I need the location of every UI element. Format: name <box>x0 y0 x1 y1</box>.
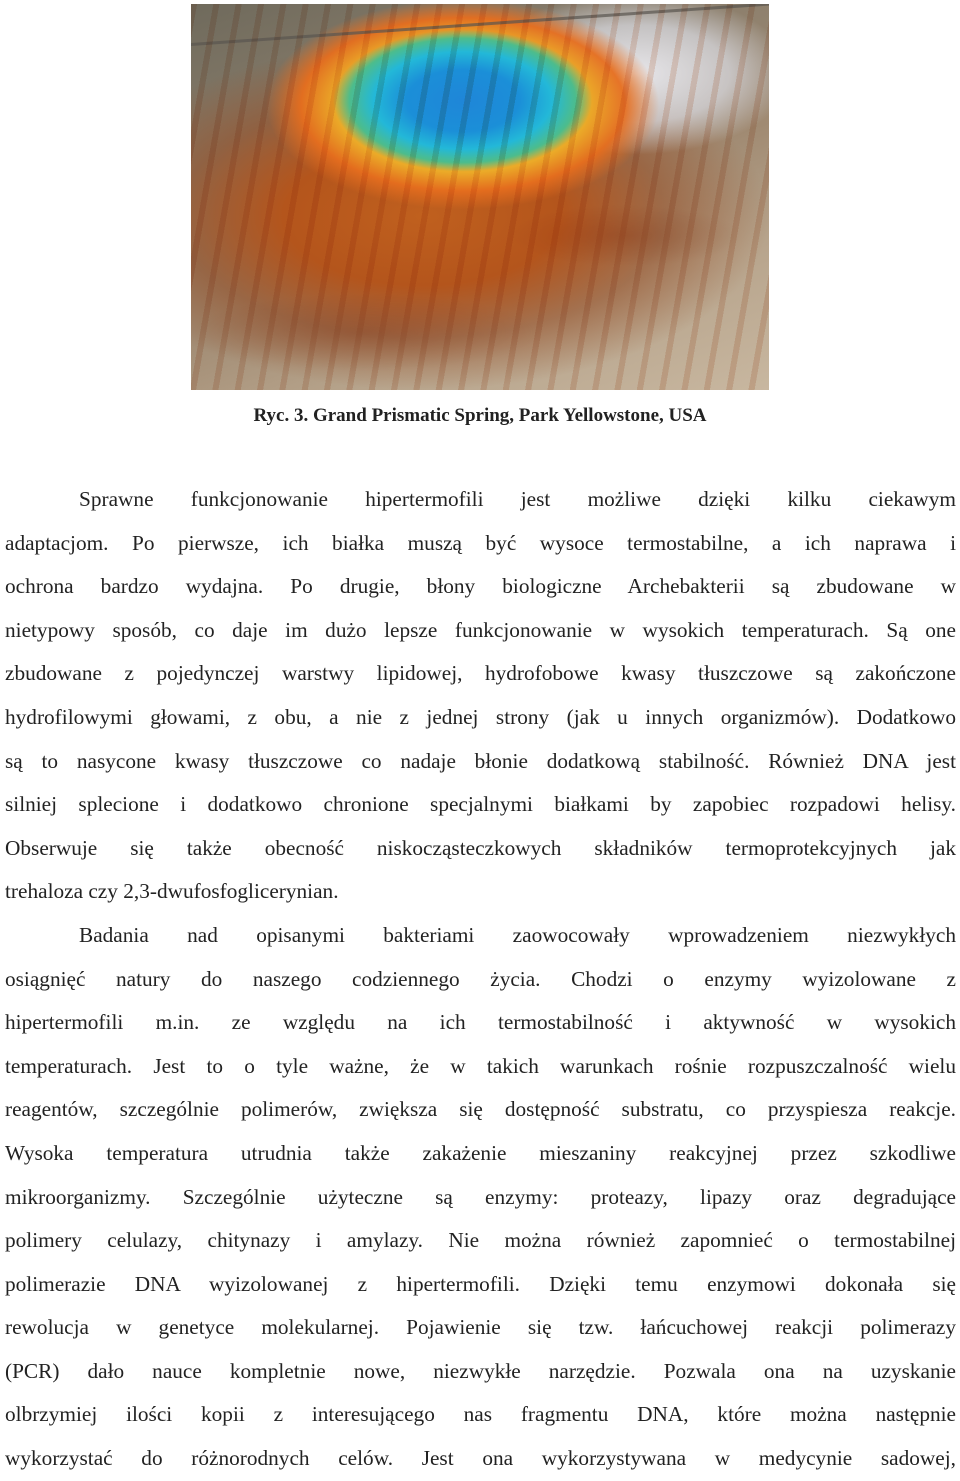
body-text <box>5 478 956 1481</box>
text-line: ochrona bardzo wydajna. Po drugie, błony biologiczne Archebakterii są zbudowane w <box>5 574 956 599</box>
text-line: Obserwuje się także obecność niskocząsteczkowych składników termoprotekcyjnych jak <box>5 835 956 860</box>
text-line: mikroorganizmy. Szczególnie użyteczne są enzymy: proteazy, lipazy oraz degradujące <box>5 1184 956 1209</box>
text-line: adaptacjom. Po pierwsze, ich białka muszą być wysoce termostabilne, a ich naprawa i <box>5 530 956 555</box>
paragraph-2 <box>5 914 956 1481</box>
figure-caption: Ryc. 3. Grand Prismatic Spring, Park Yellowstone, USA <box>253 405 707 426</box>
text-line: reagentów, szczególnie polimerów, zwiększa się dostępność substratu, co przyspiesza reakcje. <box>5 1097 956 1122</box>
text-line: rewolucja w genetyce molekularnej. Pojawienie się tzw. łańcuchowej reakcji polimerazy <box>5 1315 956 1340</box>
bacterial-mat-streaks <box>191 4 769 390</box>
text-line: zbudowane z pojedynczej warstwy lipidowej, hydrofobowe kwasy tłuszczowe są zakończone <box>5 661 956 686</box>
text-line: temperaturach. Jest to o tyle ważne, że w takich warunkach rośnie rozpuszczalność wielu <box>5 1053 956 1078</box>
text-line: olbrzymiej ilości kopii z interesującego nas fragmentu DNA, które można następnie <box>5 1402 956 1427</box>
text-line: są to nasycone kwasy tłuszczowe co nadaje błonie dodatkową stabilność. Również DNA jest <box>5 748 956 773</box>
text-line: polimery celulazy, chitynazy i amylazy. Nie można również zapomnieć o termostabilnej <box>5 1228 956 1253</box>
text-line: trehaloza czy 2,3-dwufosfoglicerynian. <box>5 879 339 904</box>
text-line: Sprawne funkcjonowanie hipertermofili jest możliwe dzięki kilku ciekawym <box>79 487 956 511</box>
text-line: hipertermofili m.in. ze względu na ich termostabilność i aktywność w wysokich <box>5 1010 956 1035</box>
text-line: wykorzystać do różnorodnych celów. Jest ona wykorzystywana w medycynie sadowej, <box>5 1446 956 1471</box>
text-line: hydrofilowymi głowami, z obu, a nie z jednej strony (jak u innych organizmów). Dodatkowo <box>5 704 956 729</box>
grand-prismatic-spring-photo <box>191 4 769 390</box>
text-line: Badania nad opisanymi bakteriami zaowocowały wprowadzeniem niezwykłych <box>79 922 956 947</box>
text-line: (PCR) dało nauce kompletnie nowe, niezwykłe narzędzie. Pozwala ona na uzyskanie <box>5 1358 956 1383</box>
text-line: Wysoka temperatura utrudnia także zakażenie mieszaniny reakcyjnej przez szkodliwe <box>5 1140 956 1165</box>
text-line: osiągnięć natury do naszego codziennego życia. Chodzi o enzymy wyizolowane z <box>5 966 956 991</box>
paragraph-1 <box>5 478 956 914</box>
text-line: polimerazie DNA wyizolowanej z hipertermofili. Dzięki temu enzymowi dokonała się <box>5 1271 956 1296</box>
text-line: silniej splecione i dodatkowo chronione specjalnymi białkami by zapobiec rozpadowi helisy. <box>5 792 956 817</box>
text-line: nietypowy sposób, co daje im dużo lepsze funkcjonowanie w wysokich temperaturach. Są one <box>5 617 956 642</box>
